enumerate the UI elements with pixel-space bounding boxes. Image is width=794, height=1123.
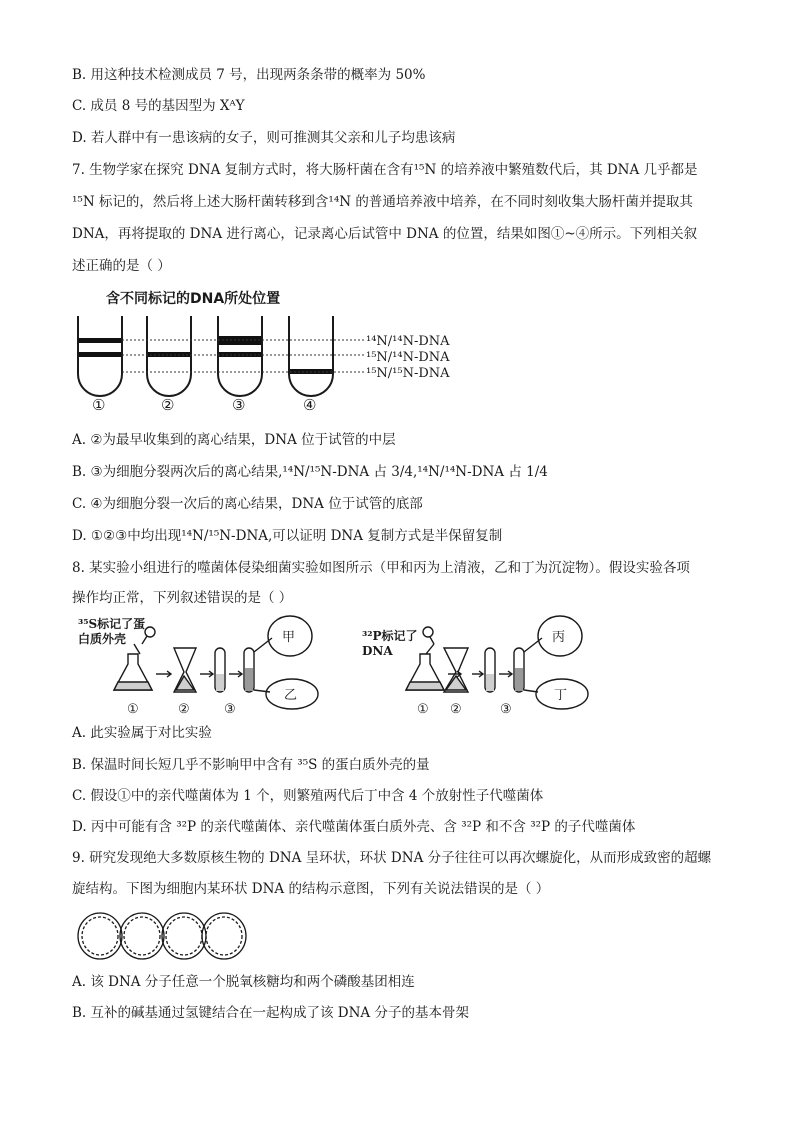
q9-option-b: B. 互补的碱基通过氢键结合在一起构成了该 DNA 分子的基本骨架 <box>72 1005 469 1021</box>
label-15n14n-dna: ¹⁵N/¹⁴N-DNA <box>366 350 450 365</box>
label-14n14n-dna: ¹⁴N/¹⁴N-DNA <box>366 334 450 349</box>
left-top-label: 甲 <box>282 630 296 645</box>
right-step-2: ② <box>450 702 462 717</box>
q6-option-d: D. 若人群中有一患该病的女子，则可推测其父亲和儿子均患该病 <box>72 130 456 146</box>
right-bottom-label: 丁 <box>554 688 568 703</box>
q7-stem-line-1: 7. 生物学家在探究 DNA 复制方式时，将大肠杆菌在含有¹⁵N 的培养液中繁殖数代后，其 DNA 几乎都是 <box>72 162 698 178</box>
q7-stem-line-4: 述正确的是（ ） <box>72 258 171 274</box>
right-top-label: 丙 <box>552 630 566 645</box>
tube-1-band-15n14n <box>79 352 121 357</box>
q7-option-d: D. ①②③中均出现¹⁴N/¹⁵N-DNA,可以证明 DNA 复制方式是半保留复制 <box>72 528 503 544</box>
test-tube-4 <box>289 316 333 396</box>
q7-option-b: B. ③为细胞分裂两次后的离心结果,¹⁴N/¹⁵N-DNA 占 3/4,¹⁴N/¹⁴N-DNA 占 1/4 <box>72 464 548 480</box>
tube-label-3: ③ <box>232 396 246 414</box>
left-step-3: ③ <box>224 702 236 717</box>
left-step-1: ① <box>127 702 139 717</box>
label-15n15n-dna: ¹⁵N/¹⁵N-DNA <box>366 366 450 381</box>
tube-label-2: ② <box>161 396 175 414</box>
q6-option-b: B. 用这种技术检测成员 7 号，出现两条条带的概率为 50% <box>72 67 426 83</box>
q7-option-c: C. ④为细胞分裂一次后的离心结果，DNA 位于试管的底部 <box>72 496 423 512</box>
figure-title: 含不同标记的DNA所处位置 <box>106 291 281 307</box>
q9-stem-line-2: 旋结构。下图为细胞内某环状 DNA 的结构示意图，下列有关说法错误的是（ ） <box>72 881 550 897</box>
q8-stem-line-2: 操作均正常，下列叙述错误的是（ ） <box>72 590 293 606</box>
q8-stem-line-1: 8. 某实验小组进行的噬菌体侵染细菌实验如图所示（甲和丙为上清液，乙和丁为沉淀物）。假设实验各项 <box>72 560 690 576</box>
q8-option-b: B. 保温时间长短几乎不影响甲中含有 ³⁵S 的蛋白质外壳的量 <box>72 757 430 773</box>
supercoiled-dna-figure <box>72 908 252 964</box>
left-label-line-2: 白质外壳 <box>78 632 127 646</box>
left-step-2: ② <box>178 702 190 717</box>
dna-coil-3 <box>162 913 206 959</box>
phage-infection-figure <box>72 612 632 718</box>
q6-option-c: C. 成员 8 号的基因型为 XᴬY <box>72 98 245 114</box>
left-bottom-label: 乙 <box>284 688 298 703</box>
left-label-line-1: ³⁵S标记了蛋 <box>78 617 146 631</box>
q7-stem-line-2: ¹⁵N 标记的，然后将上述大肠杆菌转移到含¹⁴N 的普通培养液中培养，在不同时刻收集大肠杆菌并提取其 <box>72 194 693 210</box>
q8-option-d: D. 丙中可能有含 ³²P 的亲代噬菌体、亲代噬菌体蛋白质外壳、含 ³²P 和不含 ³²P 的子代噬菌体 <box>72 819 636 835</box>
tube-1-band-14n14n <box>79 338 121 343</box>
dna-centrifuge-figure <box>72 286 492 416</box>
q7-option-a: A. ②为最早收集到的离心结果，DNA 位于试管的中层 <box>72 432 396 448</box>
tube-label-1: ① <box>92 396 106 414</box>
q8-option-a: A. 此实验属于对比实验 <box>72 725 212 741</box>
tube-label-4: ④ <box>303 396 317 414</box>
dna-coil-1 <box>78 913 122 959</box>
q8-option-c: C. 假设①中的亲代噬菌体为 1 个，则繁殖两代后丁中含 4 个放射性子代噬菌体 <box>72 788 544 804</box>
q9-stem-line-1: 9. 研究发现绝大多数原核生物的 DNA 呈环状，环状 DNA 分子往往可以再次螺旋化，从而形成致密的超螺 <box>72 850 712 866</box>
dna-coil-2 <box>120 913 164 959</box>
right-step-1: ① <box>417 702 429 717</box>
right-label-line-2: DNA <box>362 644 393 658</box>
dna-coil-4 <box>202 913 246 959</box>
right-label-line-1: ³²P标记了 <box>362 629 418 643</box>
q7-stem-line-3: DNA，再将提取的 DNA 进行离心，记录离心后试管中 DNA 的位置，结果如图①~④所示。下列相关叙 <box>72 226 698 242</box>
right-step-3: ③ <box>500 702 512 717</box>
q9-option-a: A. 该 DNA 分子任意一个脱氧核糖均和两个磷酸基团相连 <box>72 974 415 990</box>
